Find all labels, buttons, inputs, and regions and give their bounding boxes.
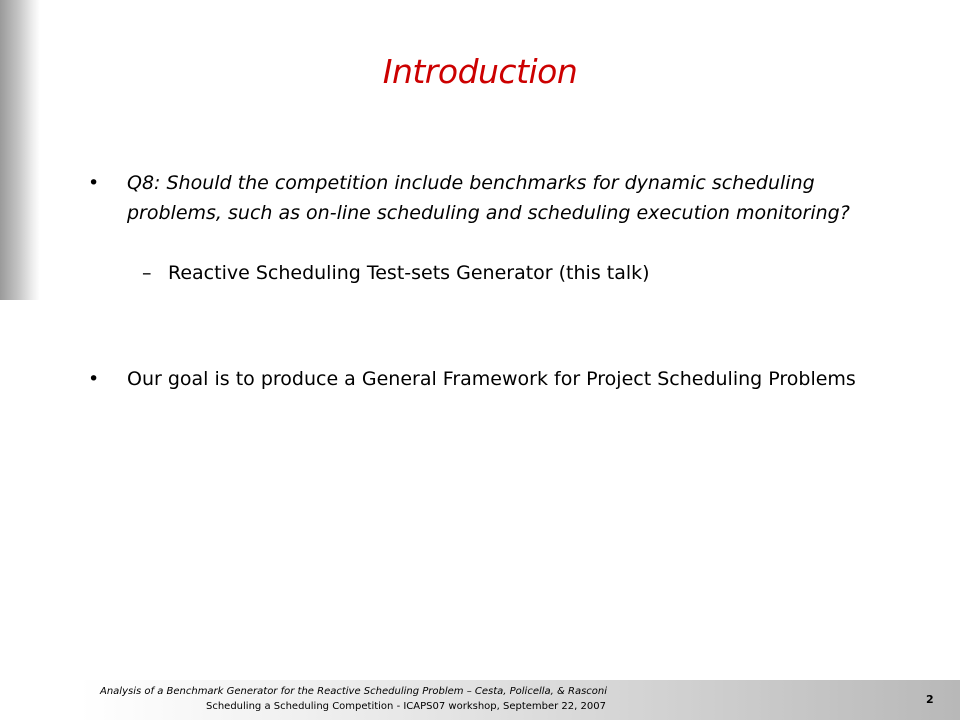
slide-title: Introduction [382,52,578,91]
bullet-item-goal [88,364,908,394]
slide-content [88,168,908,394]
page-number: 2 [926,693,934,706]
footer-citation: Analysis of a Benchmark Generator for the Reactive Scheduling Problem – Cesta, Policella, & Rasconi [100,686,608,697]
bullet-item-q8 [88,168,908,228]
bullet-text: Q8: Should the competition include benchmarks for dynamic scheduling problems, such as on-line scheduling and scheduling execution monitoring? [127,172,850,224]
sub-bullet-marker: – [142,262,152,284]
bullet-marker: • [88,172,100,194]
bullet-marker: • [88,368,100,390]
side-gradient-bar [0,0,40,300]
footer-event: Scheduling a Scheduling Competition - ICAPS07 workshop, September 22, 2007 [206,701,606,712]
sub-bullet-text: Reactive Scheduling Test-sets Generator (this talk) [168,262,650,284]
sub-bullet-item [88,258,908,288]
bullet-text: Our goal is to produce a General Framework for Project Scheduling Problems [127,368,856,390]
